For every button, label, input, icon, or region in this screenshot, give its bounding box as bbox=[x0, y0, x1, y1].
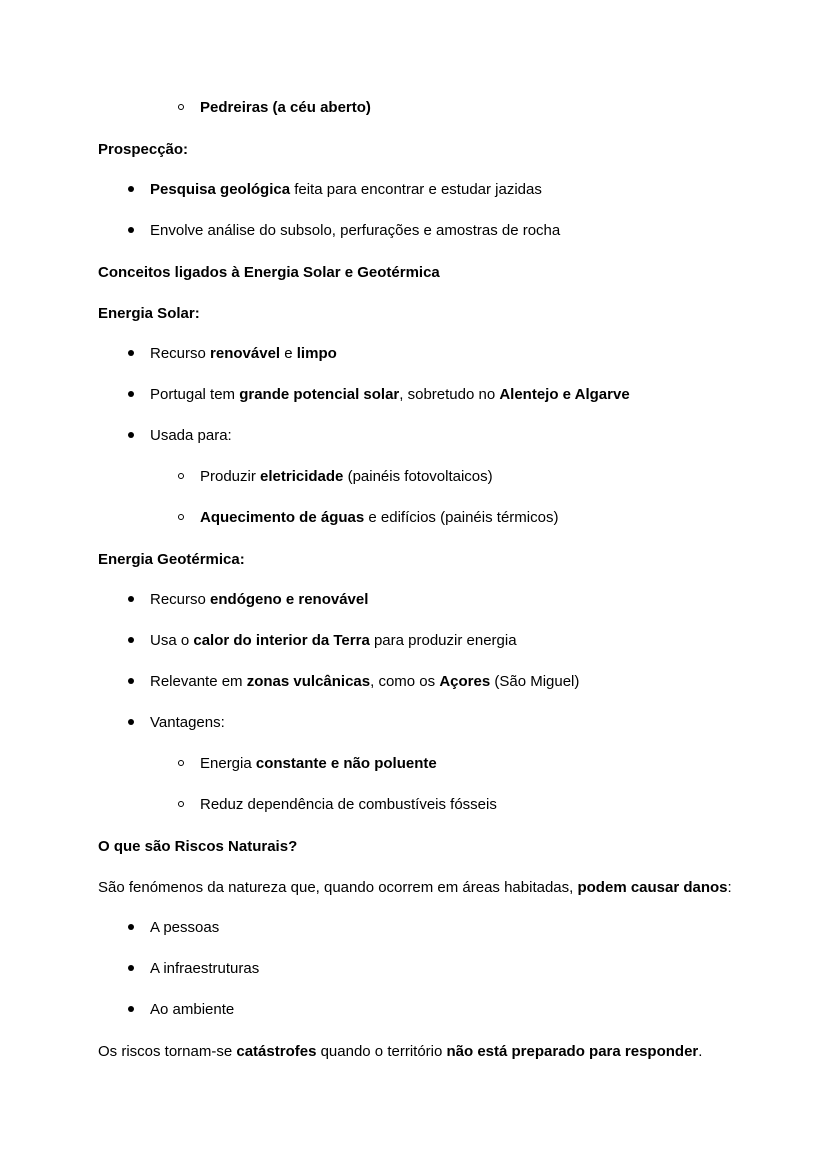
bullet-glyph bbox=[128, 637, 134, 643]
circle-bullet-icon bbox=[174, 506, 188, 530]
list-item bbox=[98, 752, 734, 776]
bullet-glyph bbox=[178, 801, 184, 807]
block-spacer bbox=[98, 162, 734, 178]
list-item bbox=[98, 711, 734, 735]
list-item bbox=[98, 670, 734, 694]
disc-bullet-icon bbox=[124, 998, 138, 1022]
list-item-text: Energia constante e não poluente bbox=[200, 755, 437, 772]
block-spacer bbox=[98, 859, 734, 876]
bullet-glyph bbox=[178, 104, 184, 110]
list-item-text: Aquecimento de águas e edifícios (painéis térmicos) bbox=[200, 509, 559, 526]
list-item-text: Recurso endógeno e renovável bbox=[150, 591, 369, 608]
disc-bullet-icon bbox=[124, 711, 138, 735]
list-item bbox=[98, 588, 734, 612]
list-item-text: A infraestruturas bbox=[150, 960, 260, 977]
document-content bbox=[98, 96, 734, 1064]
list-item bbox=[98, 957, 734, 981]
list-item bbox=[98, 342, 734, 366]
list-item-text: Reduz dependência de combustíveis fósseis bbox=[200, 796, 497, 813]
block-spacer bbox=[98, 489, 734, 506]
list-item bbox=[98, 96, 734, 120]
block-spacer bbox=[98, 326, 734, 342]
block-spacer bbox=[98, 572, 734, 588]
bullet-glyph bbox=[128, 227, 134, 233]
list-item-text: Recurso renovável e limpo bbox=[150, 345, 337, 362]
disc-bullet-icon bbox=[124, 178, 138, 202]
bullet-glyph bbox=[128, 719, 134, 725]
bullet-glyph bbox=[128, 432, 134, 438]
disc-bullet-icon bbox=[124, 588, 138, 612]
block-spacer bbox=[98, 1022, 734, 1040]
block-spacer bbox=[98, 817, 734, 835]
list-item-text: Usa o calor do interior da Terra para produzir energia bbox=[150, 632, 517, 649]
list-item bbox=[98, 219, 734, 243]
list-item bbox=[98, 793, 734, 817]
disc-bullet-icon bbox=[124, 424, 138, 448]
block-spacer bbox=[98, 407, 734, 424]
bullet-glyph bbox=[178, 760, 184, 766]
bullet-glyph bbox=[128, 1006, 134, 1012]
section-heading: Conceitos ligados à Energia Solar e Geotérmica bbox=[98, 264, 440, 281]
list-item-text: A pessoas bbox=[150, 919, 220, 936]
disc-bullet-icon bbox=[124, 916, 138, 940]
section-heading: O que são Riscos Naturais? bbox=[98, 838, 298, 855]
list-item bbox=[98, 178, 734, 202]
block-spacer bbox=[98, 243, 734, 261]
block-spacer bbox=[98, 900, 734, 916]
list-item bbox=[98, 506, 734, 530]
list-item-text: Pedreiras (a céu aberto) bbox=[200, 99, 371, 116]
bullet-glyph bbox=[128, 350, 134, 356]
bullet-glyph bbox=[128, 186, 134, 192]
circle-bullet-icon bbox=[174, 793, 188, 817]
list-item bbox=[98, 629, 734, 653]
block-spacer bbox=[98, 612, 734, 629]
circle-bullet-icon bbox=[174, 465, 188, 489]
bullet-glyph bbox=[178, 473, 184, 479]
section-heading: Energia Geotérmica: bbox=[98, 551, 245, 568]
list-item bbox=[98, 916, 734, 940]
bullet-glyph bbox=[128, 391, 134, 397]
list-item-text: Portugal tem grande potencial solar, sobretudo no Alentejo e Algarve bbox=[150, 386, 630, 403]
disc-bullet-icon bbox=[124, 383, 138, 407]
list-item bbox=[98, 424, 734, 448]
list-item bbox=[98, 465, 734, 489]
block-spacer bbox=[98, 285, 734, 302]
bullet-glyph bbox=[128, 965, 134, 971]
block-spacer bbox=[98, 653, 734, 670]
list-item bbox=[98, 383, 734, 407]
body-paragraph: Os riscos tornam-se catástrofes quando o território não está preparado para responder. bbox=[98, 1043, 703, 1060]
block-spacer bbox=[98, 694, 734, 711]
disc-bullet-icon bbox=[124, 957, 138, 981]
circle-bullet-icon bbox=[174, 96, 188, 120]
bullet-glyph bbox=[128, 924, 134, 930]
disc-bullet-icon bbox=[124, 629, 138, 653]
block-spacer bbox=[98, 120, 734, 138]
block-spacer bbox=[98, 530, 734, 548]
block-spacer bbox=[98, 776, 734, 793]
list-item bbox=[98, 998, 734, 1022]
bullet-glyph bbox=[128, 596, 134, 602]
disc-bullet-icon bbox=[124, 219, 138, 243]
list-item-text: Relevante em zonas vulcânicas, como os Açores (São Miguel) bbox=[150, 673, 580, 690]
list-item-text: Pesquisa geológica feita para encontrar e estudar jazidas bbox=[150, 181, 542, 198]
disc-bullet-icon bbox=[124, 670, 138, 694]
block-spacer bbox=[98, 202, 734, 219]
body-paragraph: São fenómenos da natureza que, quando ocorrem em áreas habitadas, podem causar danos: bbox=[98, 879, 732, 896]
list-item-text: Produzir eletricidade (painéis fotovoltaicos) bbox=[200, 468, 493, 485]
section-heading: Prospecção: bbox=[98, 141, 189, 158]
block-spacer bbox=[98, 940, 734, 957]
block-spacer bbox=[98, 735, 734, 752]
list-item-text: Usada para: bbox=[150, 427, 232, 444]
list-item-text: Envolve análise do subsolo, perfurações e amostras de rocha bbox=[150, 222, 561, 239]
list-item-text: Ao ambiente bbox=[150, 1001, 235, 1018]
bullet-glyph bbox=[128, 678, 134, 684]
block-spacer bbox=[98, 981, 734, 998]
circle-bullet-icon bbox=[174, 752, 188, 776]
list-item-text: Vantagens: bbox=[150, 714, 225, 731]
disc-bullet-icon bbox=[124, 342, 138, 366]
bullet-glyph bbox=[178, 514, 184, 520]
block-spacer bbox=[98, 448, 734, 465]
block-spacer bbox=[98, 366, 734, 383]
section-heading: Energia Solar: bbox=[98, 305, 200, 322]
